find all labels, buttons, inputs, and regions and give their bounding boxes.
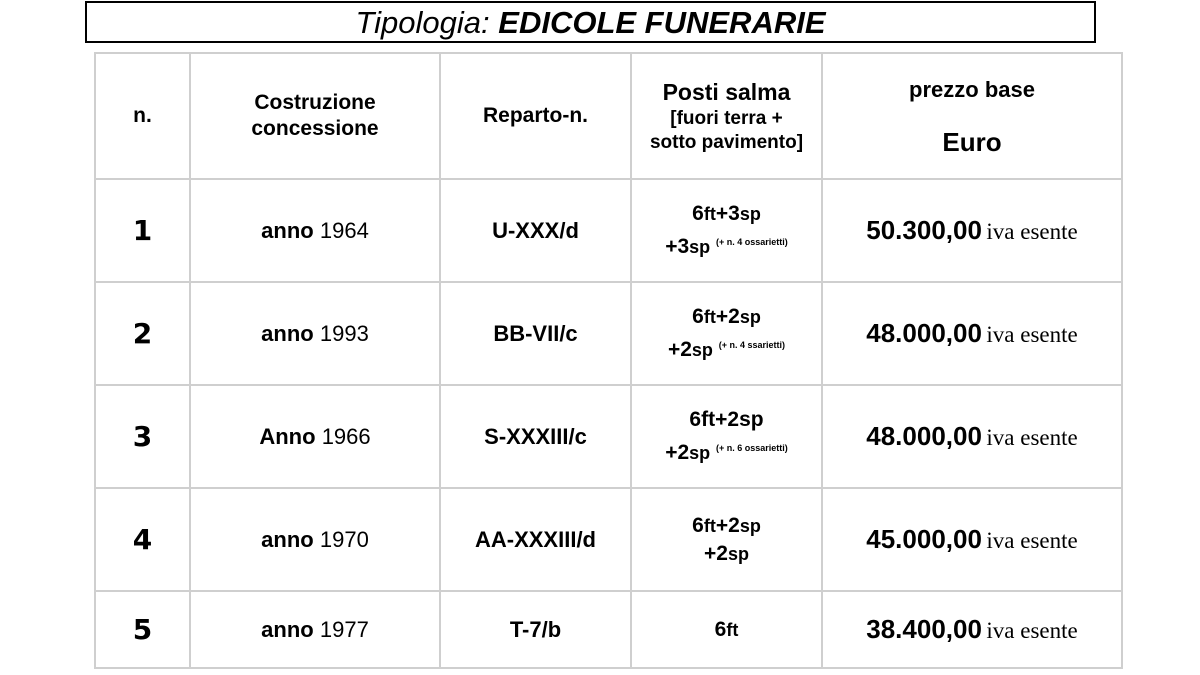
year-value: 1993 xyxy=(319,320,369,346)
year-label: anno xyxy=(261,217,314,243)
price-vat: iva esente xyxy=(986,425,1078,450)
posti-count: +2 xyxy=(665,441,690,464)
price-vat: iva esente xyxy=(986,528,1078,553)
posti-unit: sp xyxy=(727,543,749,564)
row-reparto: S-XXXIII/c xyxy=(440,385,631,488)
row-costruzione xyxy=(190,385,440,488)
posti-note: (+ n. 6 ossarietti) xyxy=(716,443,788,453)
posti-unit: ft xyxy=(703,515,716,536)
price-amount: 48.000,00 xyxy=(866,318,982,348)
table-row xyxy=(95,282,1122,385)
header-prezzo-main: prezzo base xyxy=(909,77,1035,102)
row-posti xyxy=(631,282,822,385)
table-header-row xyxy=(95,53,1122,179)
posti-unit: sp xyxy=(739,307,761,327)
header-posti-sub2: sotto pavimento] xyxy=(649,132,804,153)
table-row xyxy=(95,591,1122,668)
posti-count: +2 xyxy=(715,408,740,431)
posti-count: +3 xyxy=(715,202,740,225)
price-amount: 45.000,00 xyxy=(866,524,982,554)
header-costruzione-line1: Costruzione xyxy=(254,91,376,114)
price-amount: 50.300,00 xyxy=(866,215,982,245)
year-label: Anno xyxy=(259,423,316,449)
row-prezzo xyxy=(822,488,1122,591)
year-label: anno xyxy=(261,616,314,642)
row-costruzione xyxy=(190,488,440,591)
year-value: 1966 xyxy=(321,423,371,449)
header-posti-sub1: [fuori terra + xyxy=(670,108,783,129)
price-vat: iva esente xyxy=(986,219,1078,244)
posti-unit: sp xyxy=(691,340,713,360)
header-reparto: Reparto-n. xyxy=(440,53,631,179)
year-value: 1970 xyxy=(319,526,369,552)
row-prezzo xyxy=(822,179,1122,282)
row-reparto: T-7/b xyxy=(440,591,631,668)
header-posti-main: Posti salma xyxy=(662,79,791,105)
price-vat: iva esente xyxy=(986,322,1078,347)
posti-note: (+ n. 4 ossarietti) xyxy=(716,237,788,247)
posti-note: (+ n. 4 ssarietti) xyxy=(718,340,786,350)
header-costruzione xyxy=(190,53,440,179)
row-posti xyxy=(631,591,822,668)
price-table xyxy=(94,52,1123,669)
posti-count: +2 xyxy=(704,541,728,565)
posti-unit: ft xyxy=(703,307,716,327)
price-amount: 48.000,00 xyxy=(866,421,982,451)
row-prezzo xyxy=(822,385,1122,488)
row-prezzo xyxy=(822,591,1122,668)
row-number: 5 xyxy=(95,591,190,668)
table-row xyxy=(95,385,1122,488)
row-costruzione xyxy=(190,591,440,668)
posti-count: 6 xyxy=(692,202,704,225)
row-number: 2 xyxy=(95,282,190,385)
header-posti xyxy=(631,53,822,179)
year-value: 1977 xyxy=(319,616,369,642)
row-number: 4 xyxy=(95,488,190,591)
posti-count: 6 xyxy=(689,408,702,431)
row-costruzione xyxy=(190,282,440,385)
table-row xyxy=(95,179,1122,282)
posti-unit: sp xyxy=(689,443,711,463)
row-reparto: U-XXX/d xyxy=(440,179,631,282)
posti-unit: ft xyxy=(726,619,739,640)
posti-unit: sp xyxy=(739,408,764,431)
year-value: 1964 xyxy=(319,217,369,243)
posti-unit: ft xyxy=(703,204,716,224)
posti-count: +2 xyxy=(715,305,740,328)
posti-count: 6 xyxy=(714,617,727,641)
header-n: n. xyxy=(95,53,190,179)
posti-unit: sp xyxy=(739,515,761,536)
posti-count: 6 xyxy=(692,513,704,537)
document-title xyxy=(85,1,1096,43)
table-row xyxy=(95,488,1122,591)
price-vat: iva esente xyxy=(986,618,1078,643)
posti-count: +2 xyxy=(667,338,692,361)
header-prezzo xyxy=(822,53,1122,179)
year-label: anno xyxy=(261,526,314,552)
posti-count: +2 xyxy=(715,513,740,537)
row-prezzo xyxy=(822,282,1122,385)
posti-count: 6 xyxy=(692,305,704,328)
title-value: EDICOLE FUNERARIE xyxy=(498,5,826,40)
year-label: anno xyxy=(261,320,314,346)
header-prezzo-unit: Euro xyxy=(942,127,1002,157)
row-number: 1 xyxy=(95,179,190,282)
row-posti xyxy=(631,179,822,282)
posti-unit: ft xyxy=(701,408,716,431)
row-posti xyxy=(631,488,822,591)
posti-count: +3 xyxy=(665,235,690,258)
row-reparto: BB-VII/c xyxy=(440,282,631,385)
row-reparto: AA-XXXIII/d xyxy=(440,488,631,591)
header-costruzione-line2: concessione xyxy=(251,117,379,140)
title-label: Tipologia: xyxy=(355,5,490,40)
posti-unit: sp xyxy=(739,204,761,224)
row-posti xyxy=(631,385,822,488)
price-amount: 38.400,00 xyxy=(866,614,982,644)
posti-unit: sp xyxy=(689,237,711,257)
row-number: 3 xyxy=(95,385,190,488)
row-costruzione xyxy=(190,179,440,282)
